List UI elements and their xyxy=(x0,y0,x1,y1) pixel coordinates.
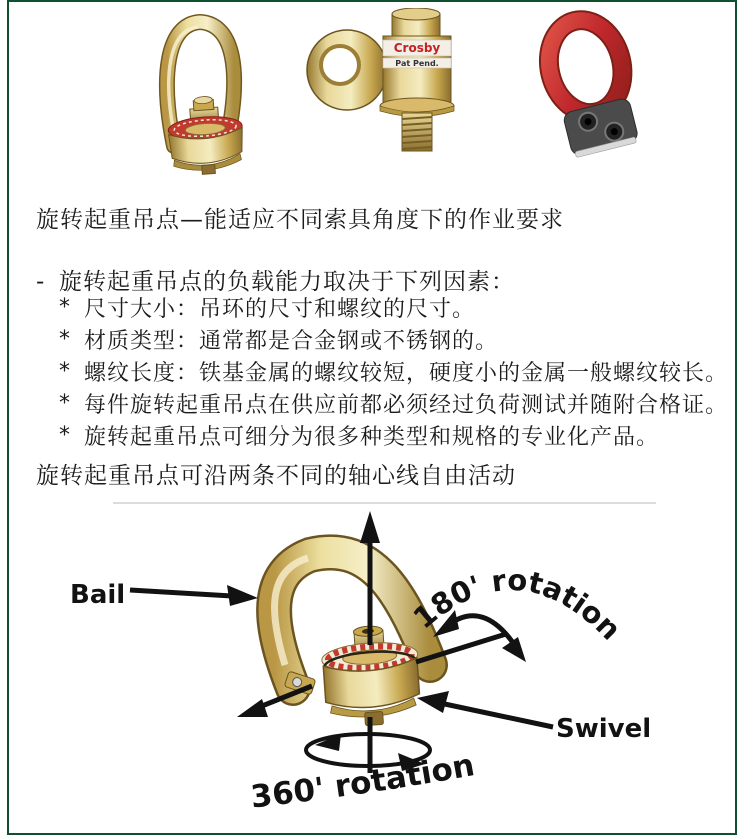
product-photos xyxy=(140,8,660,175)
section2-heading: 旋转起重吊点可沿两条不同的轴心线自由活动 xyxy=(36,463,516,489)
list-item-text: 旋转起重吊点可细分为很多种类型和规格的专业化产品。 xyxy=(84,424,660,450)
list-item-text: 尺寸大小：吊环的尺寸和螺纹的尺寸。 xyxy=(84,296,476,322)
asterisk-marker: * xyxy=(59,422,71,448)
hoist-ring-illustration xyxy=(274,552,430,728)
swivel-pointer-arrowhead xyxy=(417,691,449,713)
left-axis-arrowhead xyxy=(237,699,268,717)
rotation-180-label: 180' rotation xyxy=(406,562,628,647)
bail-pointer-arrowhead xyxy=(227,585,258,606)
swivel-label: Swivel xyxy=(556,714,652,744)
list-item-text: 螺纹长度：铁基金属的螺纹较短，硬度小的金属一般螺纹较长。 xyxy=(84,360,729,386)
bail-label: Bail xyxy=(70,580,126,610)
asterisk-marker: * xyxy=(59,358,71,384)
asterisk-marker: * xyxy=(59,390,71,416)
list-item xyxy=(59,323,728,355)
asterisk-marker: * xyxy=(59,294,71,320)
list-item-text: 每件旋转起重吊点在供应前都必须经过负荷测试并随附合格证。 xyxy=(84,392,729,418)
up-arrowhead xyxy=(360,511,380,543)
list-item xyxy=(59,355,728,387)
section-divider xyxy=(113,502,656,504)
rotation-360-label: 360' rotation xyxy=(248,747,478,816)
list-item xyxy=(59,387,728,419)
list-dash-marker: - xyxy=(36,269,46,295)
rotation-diagram xyxy=(0,505,750,835)
product-photo-gold-hoist-ring xyxy=(166,22,245,175)
asterisk-marker: * xyxy=(59,326,71,352)
swivel-pointer-line xyxy=(440,703,553,727)
factors-list xyxy=(59,291,728,451)
bail-pointer-line xyxy=(130,590,232,596)
list-item xyxy=(59,291,728,323)
intro-title: 旋转起重吊点—能适应不同索具角度下的作业要求 xyxy=(36,207,564,233)
product-photo-crosby-hoist-ring xyxy=(307,8,454,151)
factors-heading-text: 旋转起重吊点的负载能力取决于下列因素： xyxy=(59,269,515,295)
crosby-brand-text: Crosby xyxy=(393,41,441,55)
product-photo-red-lifting-point xyxy=(539,12,641,158)
patent-text: Pat Pend. xyxy=(395,59,439,68)
arc-arrowhead-right xyxy=(502,637,526,662)
list-item xyxy=(59,419,728,451)
list-item-text: 材质类型：通常都是合金钢或不锈钢的。 xyxy=(84,328,499,354)
